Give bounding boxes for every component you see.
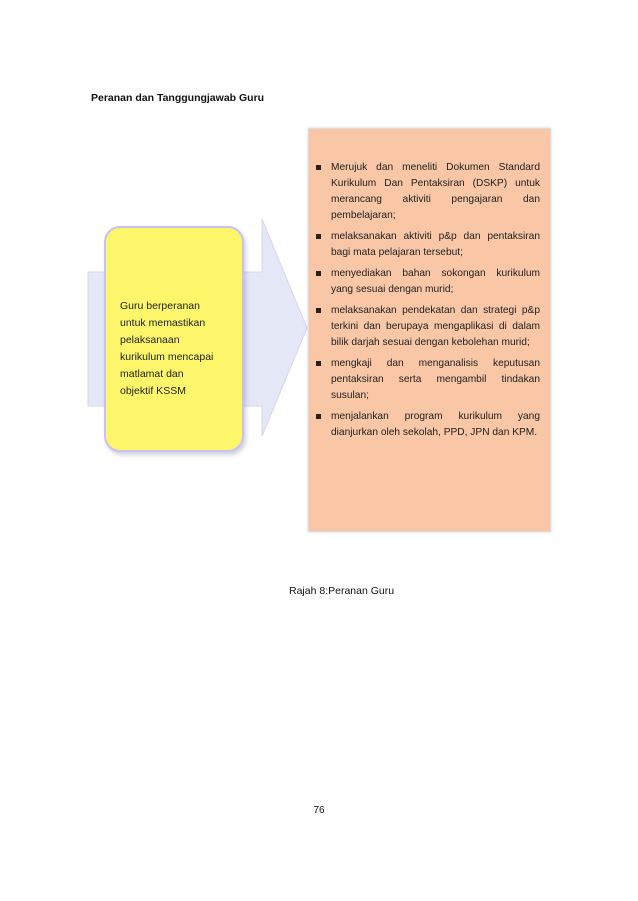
figure-caption: Rajah 8:Peranan Guru — [289, 585, 395, 597]
list-item: Merujuk dan meneliti Dokumen Standard Kurikulum Dan Pentaksiran (DSKP) untuk merancang aktiviti pengajaran dan pembelajaran; — [316, 160, 540, 224]
teacher-role-line: matlamat dan — [120, 368, 184, 380]
teacher-role-line: kurikulum mencapai — [120, 351, 214, 363]
list-item: mengkaji dan menganalisis keputusan pentaksiran serta mengambil tindakan susulan; — [316, 356, 540, 404]
teacher-role-line: objektif KSSM — [120, 385, 186, 397]
page-number: 76 — [313, 805, 325, 816]
responsibilities-list — [316, 160, 540, 446]
section-title: Peranan dan Tanggungjawab Guru — [91, 92, 265, 104]
list-item: melaksanakan aktiviti p&p dan pentaksiran bagi mata pelajaran tersebut; — [316, 229, 540, 261]
list-item: menyediakan bahan sokongan kurikulum yang sesuai dengan murid; — [316, 266, 540, 298]
teacher-role-line: pelaksanaan — [120, 334, 180, 346]
teacher-role-line: untuk memastikan — [120, 317, 206, 329]
teacher-role-line: Guru berperanan — [120, 300, 200, 312]
teacher-role-text — [120, 298, 238, 400]
list-item: melaksanakan pendekatan dan strategi p&p terkini dan berupaya mengaplikasi di dalam bilik darjah sesuai dengan kebolehan murid; — [316, 303, 540, 351]
list-item: menjalankan program kurikulum yang dianjurkan oleh sekolah, PPD, JPN dan KPM. — [316, 409, 540, 441]
